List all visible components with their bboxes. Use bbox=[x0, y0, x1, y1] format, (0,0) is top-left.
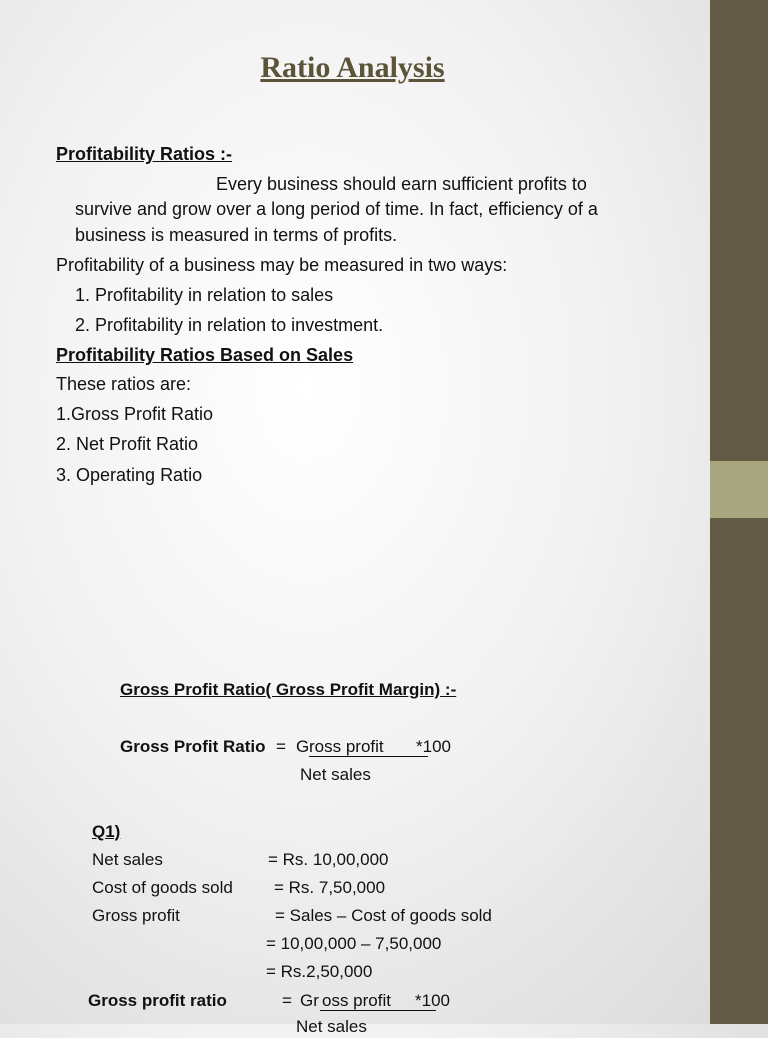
ratio-item-3: 3. Operating Ratio bbox=[56, 465, 203, 485]
cost-of-goods-value: = Rs. 7,50,000 bbox=[274, 878, 386, 897]
ratio-multiplier: *100 bbox=[415, 991, 450, 1010]
net-sales-label: Net sales bbox=[92, 850, 163, 869]
formula-numerator: ross profit bbox=[309, 737, 384, 756]
sales-ratios-heading: Profitability Ratios Based on Sales bbox=[56, 345, 354, 365]
ratio-fraction-line bbox=[320, 1010, 436, 1011]
intro-paragraph-line-3: business is measured in terms of profits. bbox=[75, 225, 398, 245]
calc-line-2: = Rs.2,50,000 bbox=[266, 962, 373, 981]
question-label: Q1) bbox=[92, 822, 121, 841]
cost-of-goods-label: Cost of goods sold bbox=[92, 878, 233, 897]
gross-profit-label: Gross profit bbox=[92, 906, 180, 925]
ratio-equals: = bbox=[282, 991, 292, 1010]
formula-denominator: Net sales bbox=[300, 765, 371, 784]
formula-numerator-initial: G bbox=[296, 737, 310, 756]
intro-paragraph-line-1: Every business should earn sufficient profits to bbox=[216, 174, 587, 194]
ratio-numerator-initial: Gr bbox=[300, 991, 319, 1010]
formula-equals: = bbox=[276, 737, 286, 756]
formula-multiplier: *100 bbox=[416, 737, 451, 756]
gross-profit-value: = Sales – Cost of goods sold bbox=[275, 906, 492, 925]
ratio-item-1: 1.Gross Profit Ratio bbox=[56, 404, 214, 424]
ratio-numerator: oss profit bbox=[322, 991, 391, 1010]
way-item-1: 1. Profitability in relation to sales bbox=[75, 285, 334, 305]
slide-title: Ratio Analysis bbox=[260, 51, 445, 84]
formula-fraction-line bbox=[309, 756, 428, 757]
gross-profit-ratio-label: Gross profit ratio bbox=[88, 991, 227, 1010]
ways-intro: Profitability of a business may be measured in two ways: bbox=[56, 255, 508, 275]
intro-paragraph-line-2: survive and grow over a long period of time. In fact, efficiency of a bbox=[75, 199, 598, 219]
calc-line-1: = 10,00,000 – 7,50,000 bbox=[266, 934, 442, 953]
profitability-ratios-heading: Profitability Ratios :- bbox=[56, 144, 233, 164]
gross-profit-ratio-heading: Gross Profit Ratio( Gross Profit Margin) :- bbox=[120, 680, 457, 699]
ratios-intro: These ratios are: bbox=[56, 374, 192, 394]
formula-label: Gross Profit Ratio bbox=[120, 737, 266, 756]
sidebar-accent-block bbox=[710, 461, 768, 518]
net-sales-value: = Rs. 10,00,000 bbox=[268, 850, 389, 869]
ratio-item-2: 2. Net Profit Ratio bbox=[56, 434, 199, 454]
ratio-denominator: Net sales bbox=[296, 1017, 367, 1036]
way-item-2: 2. Profitability in relation to investment. bbox=[75, 315, 384, 335]
